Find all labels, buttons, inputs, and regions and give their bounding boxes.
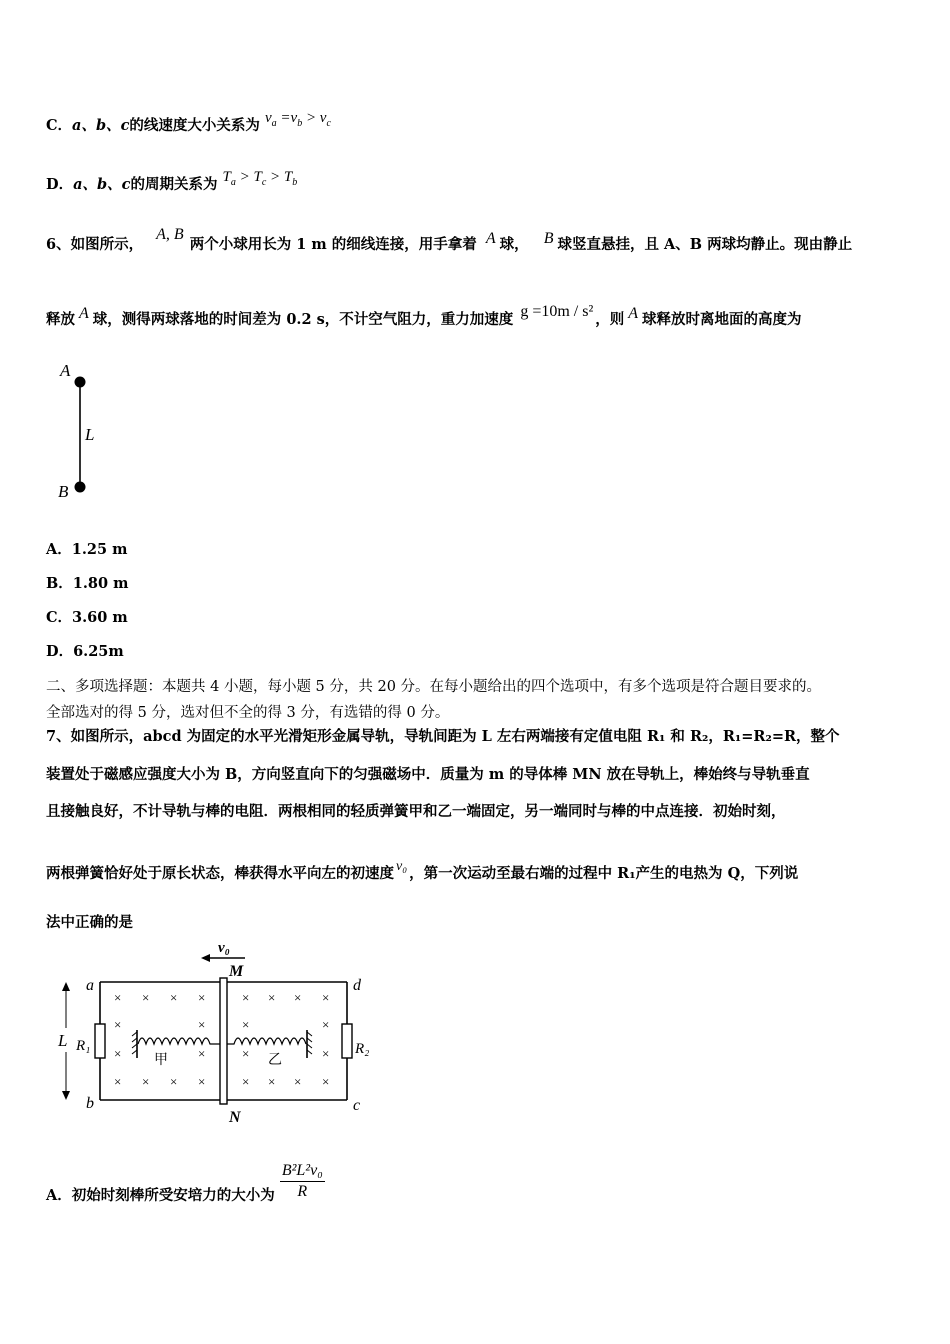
question-number: 6、	[46, 236, 71, 253]
q7-line3: 且接触良好，不计导轨与棒的电阻．两根相同的轻质弹簧甲和乙一端固定，另一端同时与棒的中点连接．初始时刻，	[46, 803, 786, 820]
field-cross: ×	[322, 1046, 330, 1061]
dim-arrow-up	[62, 982, 70, 991]
option-label: C．	[46, 609, 73, 626]
label-a: A	[60, 361, 71, 380]
field-cross: ×	[114, 1046, 122, 1061]
label-l: L	[85, 425, 95, 444]
resistor-r2	[342, 1024, 352, 1058]
q6-option-a	[46, 538, 127, 559]
formula-velocity: $v_a =v_b > v_c$	[264, 110, 331, 129]
option-label: D．	[46, 643, 74, 660]
field-cross: ×	[198, 990, 206, 1005]
field-cross: ×	[198, 1046, 206, 1061]
field-cross: ×	[242, 990, 250, 1005]
option-vars: a、b、c	[73, 176, 131, 193]
q6-text: 如图所示，	[70, 236, 144, 253]
fraction-numerator: B²L²v₀	[280, 1162, 325, 1182]
var-a: A	[628, 305, 639, 322]
field-cross: ×	[198, 1017, 206, 1032]
field-cross: ×	[242, 1017, 250, 1032]
label-r2: R₂	[355, 1041, 370, 1057]
option-text: 初始时刻棒所受安培力的大小为	[71, 1186, 275, 1204]
q7-figure	[52, 938, 382, 1130]
q6-option-d	[46, 640, 124, 661]
field-cross: ×	[242, 1074, 250, 1089]
q7-line2: 装置处于磁感应强度大小为 B，方向竖直向下的匀强磁场中．质量为 m 的导体棒 MN 放在导轨上，棒始终与导轨垂直	[46, 766, 810, 783]
formula-g: g =10m / s²	[520, 303, 594, 320]
q6-text: 球释放时离地面的高度为	[642, 311, 802, 328]
field-cross: ×	[170, 990, 178, 1005]
ball-a	[75, 377, 86, 388]
option-text: 1.25 m	[71, 541, 128, 558]
label-v0: v₀	[218, 940, 230, 956]
q6-text: 球，	[499, 236, 529, 253]
section2-line2: 全部选对的得 5 分，选对但不全的得 3 分，有选错的得 0 分。	[46, 705, 450, 721]
field-cross: ×	[114, 990, 122, 1005]
var-a: A	[485, 230, 496, 247]
option-label: D．	[46, 176, 74, 193]
q6-text: 球，测得两球落地的时间差为 0.2 s，不计空气阻力，重力加速度	[92, 311, 514, 328]
q7-option-a	[46, 1162, 325, 1204]
option-c-prev	[46, 110, 331, 137]
option-vars: a、b、c	[72, 117, 130, 134]
q6-figure	[52, 358, 112, 503]
label-b: B	[58, 482, 69, 501]
option-text: 1.80 m	[72, 575, 129, 592]
field-cross: ×	[322, 990, 330, 1005]
option-d-prev	[46, 169, 298, 196]
field-cross: ×	[322, 1074, 330, 1089]
field-cross: ×	[268, 1074, 276, 1089]
option-label: A．	[46, 541, 72, 558]
label-jia: 甲	[154, 1053, 168, 1068]
label-l: L	[58, 1031, 68, 1050]
q7-line5: 法中正确的是	[46, 914, 133, 931]
option-text: 的线速度大小关系为	[129, 117, 260, 134]
option-label: A．	[46, 1186, 72, 1204]
dim-arrow-down	[62, 1091, 70, 1100]
q7-text: ，第一次运动至最右端的过程中 R₁产生的电热为 Q，下列说	[409, 865, 799, 882]
field-cross: ×	[242, 1046, 250, 1061]
q7-text: 两根弹簧恰好处于原长状态，棒获得水平向左的初速度	[46, 865, 394, 882]
q6-line1	[46, 226, 853, 254]
q6-option-c	[46, 606, 128, 627]
rod-mn	[220, 978, 227, 1104]
fraction-denominator: R	[297, 1183, 308, 1200]
q7-line1: 7、如图所示，abcd 为固定的水平光滑矩形金属导轨，导轨间距为 L 左右两端接有定值电阻 R₁ 和 R₂，R₁=R₂=R，整个	[46, 728, 840, 745]
spring-jia	[138, 1038, 220, 1044]
option-text: 的周期关系为	[130, 176, 218, 193]
field-cross: ×	[294, 1074, 302, 1089]
spring-yi	[227, 1038, 306, 1044]
var-a: A	[79, 305, 89, 322]
field-cross: ×	[322, 1017, 330, 1032]
option-label: B．	[46, 575, 73, 592]
label-c: c	[353, 1097, 361, 1114]
field-cross: ×	[114, 1017, 122, 1032]
var-v0: v₀	[396, 859, 408, 874]
formula-period: $T_a > T_c > T_b$	[222, 169, 298, 188]
field-cross: ×	[268, 990, 276, 1005]
q6-text: 两个小球用长为 1 m 的细线连接，用手拿着	[189, 236, 477, 253]
q7-line4	[46, 859, 799, 883]
label-r1: R₁	[76, 1038, 91, 1054]
field-cross: ×	[142, 1074, 150, 1089]
fraction-force	[280, 1162, 325, 1201]
option-text: 3.60 m	[72, 609, 128, 626]
label-a: a	[86, 977, 94, 994]
option-label: C．	[46, 117, 73, 134]
label-b: b	[86, 1095, 94, 1112]
section2-line1: 二、多项选择题：本题共 4 小题，每小题 5 分，共 20 分。在每小题给出的四个选项中，有多个选项是符合题目要求的。	[46, 679, 822, 695]
resistor-r1	[95, 1024, 105, 1058]
field-cross: ×	[114, 1074, 122, 1089]
var-ab: A, B	[156, 226, 184, 243]
label-yi: 乙	[268, 1053, 282, 1068]
field-cross: ×	[170, 1074, 178, 1089]
var-b: B	[543, 230, 554, 247]
arrow-head	[201, 954, 210, 962]
q6-text: ，则	[595, 311, 625, 328]
option-text: 6.25m	[73, 643, 124, 660]
field-cross: ×	[142, 990, 150, 1005]
ball-b	[75, 482, 86, 493]
q6-option-b	[46, 572, 128, 593]
label-n: N	[229, 1109, 241, 1126]
label-m: M	[229, 963, 244, 980]
field-cross: ×	[198, 1074, 206, 1089]
label-d: d	[353, 977, 361, 994]
q6-text: 球竖直悬挂，且 A、B 两球均静止。现由静止	[557, 236, 853, 253]
field-cross: ×	[294, 990, 302, 1005]
q6-line2	[46, 303, 802, 329]
q6-text: 释放	[46, 311, 75, 328]
